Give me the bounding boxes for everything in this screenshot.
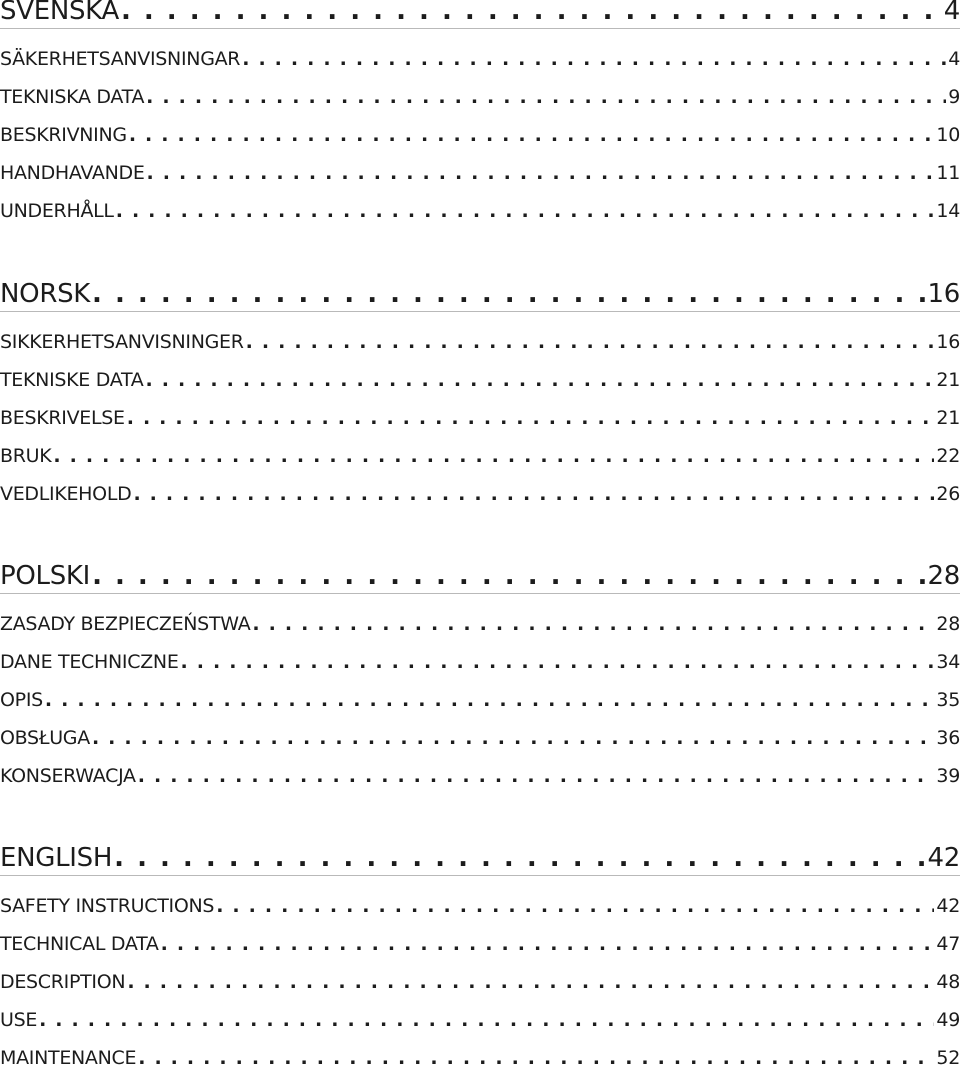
entry-label: TECHNICAL DATA	[0, 933, 159, 955]
dot-leader	[146, 85, 946, 110]
entry-page-number: 10	[936, 124, 960, 146]
toc-entry[interactable]	[0, 685, 960, 713]
dot-leader	[133, 482, 934, 507]
entry-page-number: 52	[936, 1047, 960, 1069]
dot-leader	[129, 123, 935, 148]
entry-page-number: 35	[936, 689, 960, 711]
entry-label: ZASADY BEZPIECZEŃSTWA	[0, 613, 251, 635]
entry-label: SAFETY INSTRUCTIONS	[0, 895, 215, 917]
entry-page-number: 42	[936, 895, 960, 917]
entry-label: DANE TECHNICZNE	[0, 651, 179, 673]
toc-entry[interactable]	[0, 761, 960, 789]
dot-leader	[121, 0, 942, 28]
entry-label: HANDHAVANDE	[0, 162, 145, 184]
toc-entry[interactable]	[0, 929, 960, 957]
entry-label: UNDERHÅLL	[0, 200, 114, 222]
dot-leader	[127, 406, 935, 431]
entry-page-number: 48	[936, 971, 960, 993]
toc-entry[interactable]	[0, 1043, 960, 1071]
dot-leader	[181, 650, 935, 675]
dot-leader	[45, 688, 935, 713]
entry-page-number: 16	[936, 331, 960, 353]
entry-label: SÄKERHETSANVISNINGAR	[0, 48, 241, 70]
entry-page-number: 49	[936, 1009, 960, 1031]
entry-page-number: 4	[948, 48, 960, 70]
toc-entry[interactable]	[0, 723, 960, 751]
entry-label: BESKRIVELSE	[0, 407, 125, 429]
dot-leader	[39, 1008, 934, 1033]
dot-leader	[92, 279, 925, 311]
toc-entry[interactable]	[0, 441, 960, 469]
entry-label: OPIS	[0, 689, 43, 711]
dot-leader	[53, 444, 934, 469]
toc-entry[interactable]	[0, 479, 960, 507]
dot-leader	[216, 894, 934, 919]
section-heading[interactable]	[0, 275, 960, 312]
entry-label: USE	[0, 1009, 38, 1031]
entry-label: BRUK	[0, 445, 52, 467]
toc-entry[interactable]	[0, 365, 960, 393]
entry-label: OBSŁUGA	[0, 727, 90, 749]
dot-leader	[138, 1046, 934, 1071]
section-title: ENGLISH	[0, 843, 113, 873]
dot-leader	[242, 47, 946, 72]
section-title: SVENSKA	[0, 0, 119, 26]
dot-leader	[246, 330, 935, 355]
entry-page-number: 11	[936, 162, 960, 184]
dot-leader	[138, 764, 935, 789]
entry-page-number: 28	[936, 613, 960, 635]
section-title: NORSK	[0, 279, 91, 309]
entry-page-number: 39	[936, 765, 960, 787]
entry-label: MAINTENANCE	[0, 1047, 137, 1069]
dot-leader	[147, 161, 935, 186]
entry-page-number: 47	[936, 933, 960, 955]
dot-leader	[252, 612, 934, 637]
entry-label: VEDLIKEHOLD	[0, 483, 132, 505]
toc-entry[interactable]	[0, 196, 960, 224]
toc-entry[interactable]	[0, 158, 960, 186]
toc-entry[interactable]	[0, 403, 960, 431]
entry-label: TEKNISKE DATA	[0, 369, 144, 391]
entry-label: TEKNISKA DATA	[0, 86, 145, 108]
entry-page-number: 9	[948, 86, 960, 108]
entry-page-number: 21	[936, 369, 960, 391]
toc-entry[interactable]	[0, 609, 960, 637]
entry-label: SIKKERHETSANVISNINGER	[0, 331, 244, 353]
toc-entry[interactable]	[0, 82, 960, 110]
dot-leader	[116, 199, 935, 224]
entry-page-number: 36	[936, 727, 960, 749]
section-page-number: 4	[943, 0, 960, 26]
section-page-number: 16	[927, 279, 960, 309]
entry-page-number: 21	[936, 407, 960, 429]
toc-entry[interactable]	[0, 967, 960, 995]
entry-page-number: 34	[936, 651, 960, 673]
dot-leader	[92, 561, 925, 593]
section-heading[interactable]	[0, 839, 960, 876]
entry-page-number: 22	[936, 445, 960, 467]
section-heading[interactable]	[0, 0, 960, 29]
toc-entry[interactable]	[0, 891, 960, 919]
toc-entry[interactable]	[0, 120, 960, 148]
section-page-number: 42	[927, 843, 960, 873]
section-heading[interactable]	[0, 557, 960, 594]
toc-entry[interactable]	[0, 1005, 960, 1033]
entry-label: DESCRIPTION	[0, 971, 126, 993]
section-page-number: 28	[927, 561, 960, 591]
dot-leader	[127, 970, 934, 995]
dot-leader	[146, 368, 935, 393]
dot-leader	[114, 843, 925, 875]
toc-entry[interactable]	[0, 327, 960, 355]
dot-leader	[161, 932, 935, 957]
section-title: POLSKI	[0, 561, 91, 591]
entry-page-number: 14	[936, 200, 960, 222]
toc-entry[interactable]	[0, 647, 960, 675]
entry-label: BESKRIVNING	[0, 124, 127, 146]
entry-label: KONSERWACJA	[0, 765, 136, 787]
dot-leader	[92, 726, 934, 751]
toc-entry[interactable]	[0, 44, 960, 72]
entry-page-number: 26	[936, 483, 960, 505]
